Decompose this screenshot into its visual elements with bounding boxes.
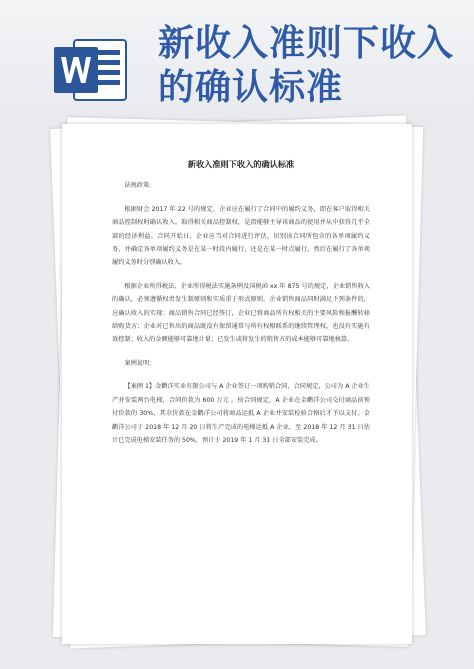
word-icon xyxy=(52,38,128,102)
paragraph: 【案例 1】金鹳洋实业有限公司与 A 企业签订一项购销合同，合同规定，公司为 A 企业生产并安装两台电梯，合同价款为 600 万元 。按合同规定，A 企业在金鹳洋公司交付商品前预付价款的 30%，其余价款在金鹳洋公司将商品运抵 A 企业并安装检验合格后才予以支付。金鹳洋公司于 2018 年 12 月 20 日将生产完成的电梯运抵 A 企业，至 2018 年 12 月 31 日估计已完成电梯安装任务的 50%，预计于 2019 年 1 月 31 日全部安装完成。 xyxy=(112,383,370,444)
section-label-regulations: 法规政策: xyxy=(124,182,152,190)
document-title-banner: 新收入准则下收入的确认标准 xyxy=(158,23,455,108)
paragraph: 根据财会 2017 年 22 号的规定，企业应在履行了合同中的履约义务，即在客户取得相关商品控制权时确认收入。取得相关商品控制权，是指能够主导该商品的使用并从中获得几乎全部的经济利益。合同开始日，企业应当对合同进行评估，识别该合同所包含的各单项履约义务，并确定各单项履约义务是在某一时段内履行，还是在某一时点履行，然后在履行了各单项履约义务时分别确认收入。 xyxy=(112,205,370,267)
section-label-case: 案例说明： xyxy=(124,359,156,367)
preview-banner xyxy=(0,0,474,130)
page-content xyxy=(112,158,370,457)
paragraph: 根据企业所得税法、企业所得税法实施条例及国税函 xx 年 875 号的规定，企业销售收入的确认，必须遵循权责发生制原则和实质重于形式原则。企业销售商品同时满足下列条件的，应确认收入的实现：商品销售合同已经签订，企业已将商品所有权相关的主要风险和报酬转移给购货方；企业对已售出的商品既没有保留通常与所有权相联系的继续管理权，也没有实施有效控制；收入的金额能够可靠地计量；已发生或将发生的销售方的成本能够可靠地核算。 xyxy=(112,282,370,344)
document-page xyxy=(62,124,412,644)
page-heading: 新收入准则下收入的确认标准 xyxy=(187,159,295,169)
